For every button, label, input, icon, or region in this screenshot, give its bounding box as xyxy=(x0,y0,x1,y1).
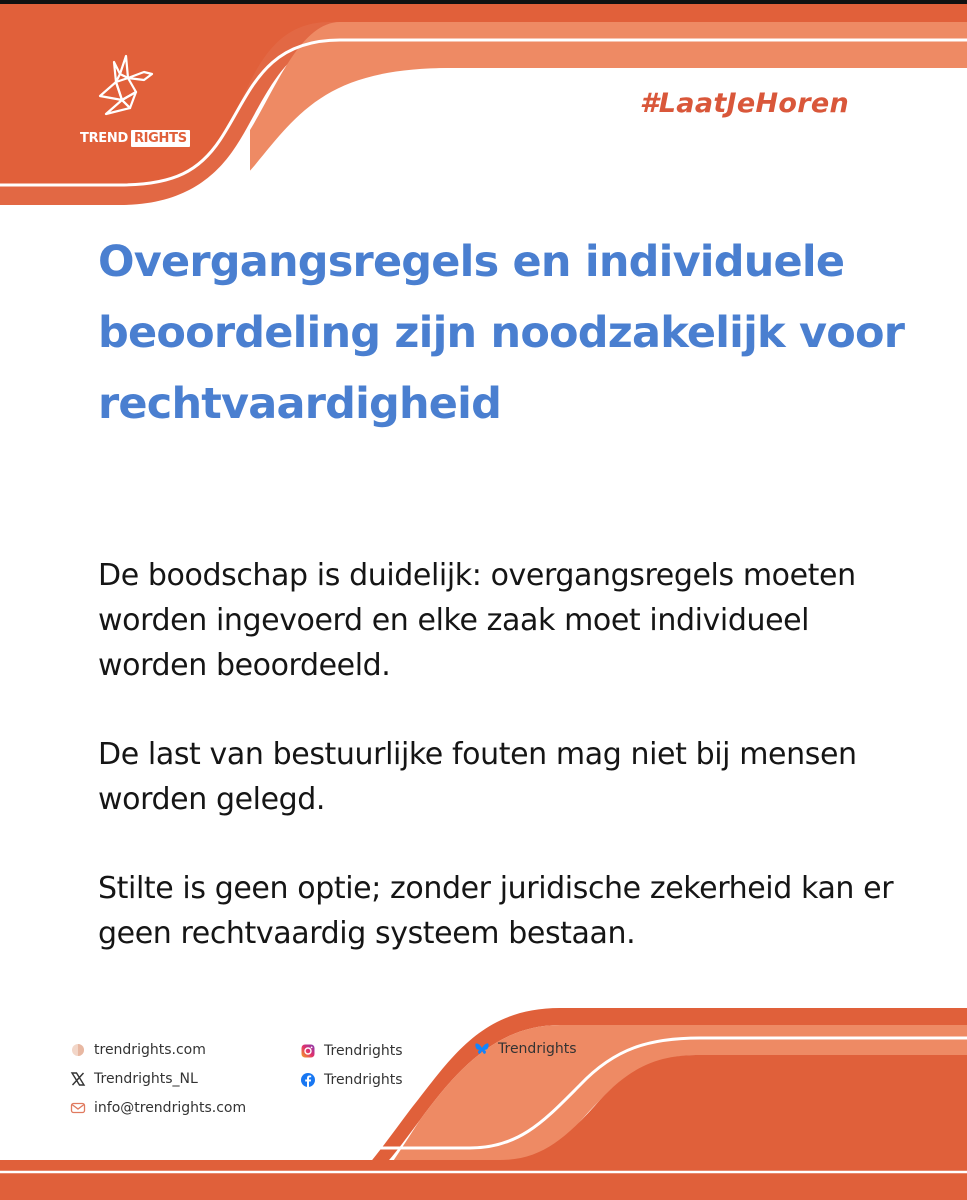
email-link[interactable] xyxy=(70,1100,246,1116)
mail-icon xyxy=(70,1100,86,1116)
top-border xyxy=(0,0,967,4)
instagram-link[interactable] xyxy=(300,1043,403,1059)
logo-word-trend: TREND xyxy=(80,130,128,146)
x-label: Trendrights_NL xyxy=(94,1071,198,1087)
hashtag: #LaatJeHoren xyxy=(639,88,849,119)
email-label: info@trendrights.com xyxy=(94,1100,247,1116)
bluesky-label: Trendrights xyxy=(498,1041,577,1057)
facebook-icon xyxy=(300,1072,316,1088)
instagram-icon xyxy=(300,1043,316,1059)
footer-contacts xyxy=(0,1040,660,1130)
instagram-label: Trendrights xyxy=(324,1043,403,1059)
x-logo-icon xyxy=(70,1071,86,1087)
facebook-link[interactable] xyxy=(300,1072,403,1088)
paragraph: De last van bestuurlijke fouten mag niet bij mensen worden gelegd. xyxy=(98,737,857,817)
headline: Overgangsregels en individuele beoordeling zijn noodzakelijk voor rechtvaardigheid xyxy=(98,237,905,429)
bird-logo-icon xyxy=(92,52,156,122)
website-link[interactable] xyxy=(70,1042,206,1058)
facebook-label: Trendrights xyxy=(324,1072,403,1088)
globe-icon xyxy=(70,1042,86,1058)
body-text xyxy=(98,553,898,1000)
bluesky-icon xyxy=(474,1041,490,1057)
paragraph: De boodschap is duidelijk: overgangsregels moeten worden ingevoerd en elke zaak moet individueel worden beoordeeld. xyxy=(98,558,856,683)
paragraph: Stilte is geen optie; zonder juridische zekerheid kan er geen rechtvaardig systeem bestaan. xyxy=(98,871,894,951)
bluesky-link[interactable] xyxy=(474,1041,577,1057)
trendrights-logo xyxy=(80,52,187,152)
website-label: trendrights.com xyxy=(94,1042,206,1058)
x-link[interactable] xyxy=(70,1071,198,1087)
logo-wordmark xyxy=(80,127,190,149)
logo-word-rights: RIGHTS xyxy=(131,130,190,147)
